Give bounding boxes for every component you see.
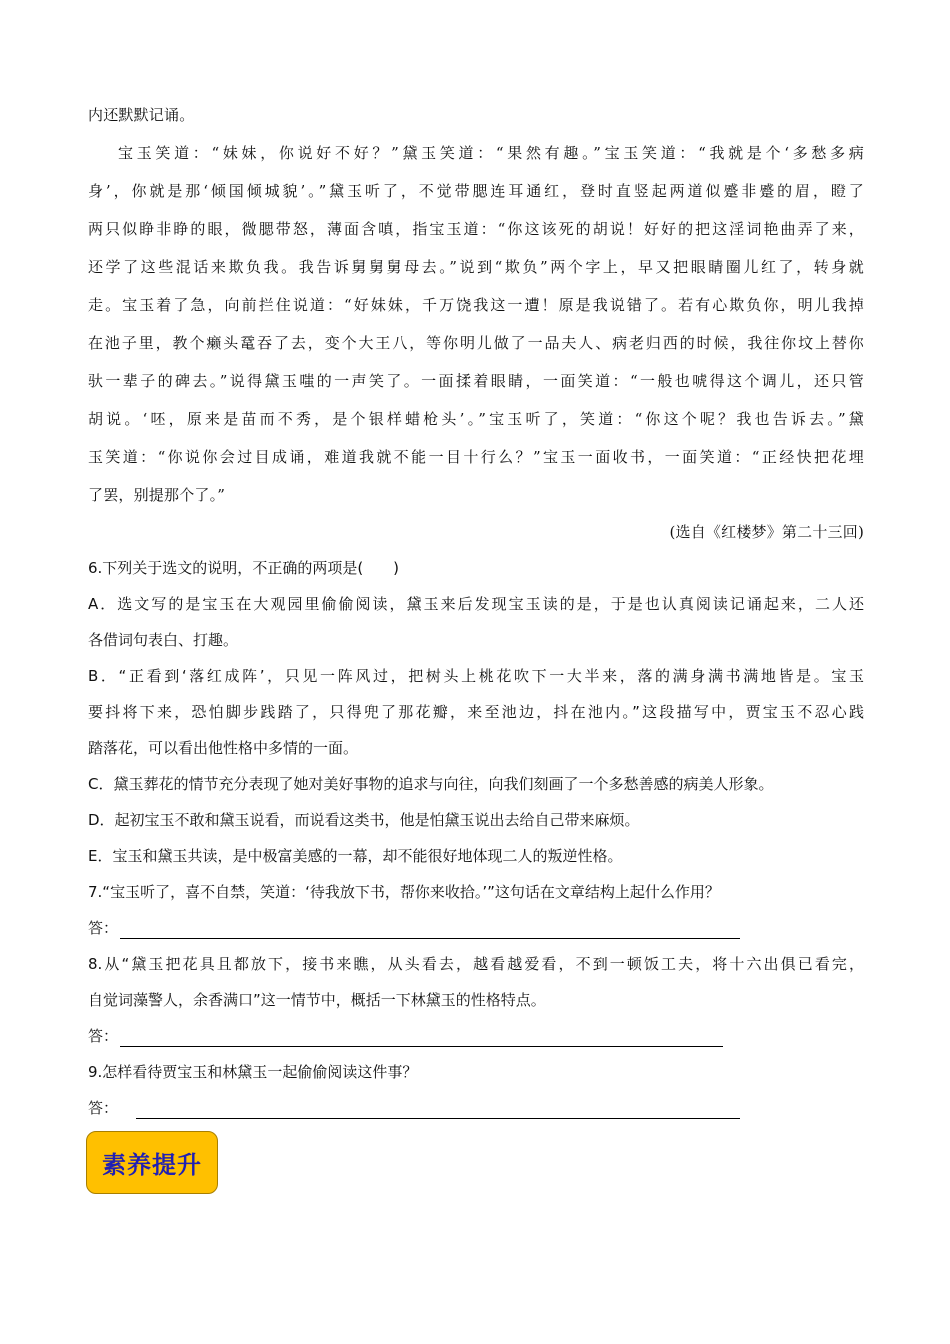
question-6-stem: 6.下列关于选文的说明，不正确的两项是( ) (88, 559, 400, 577)
question-9-answer-row (88, 1090, 864, 1126)
passage-line: 走。宝玉着了急，向前拦住说道：“好妹妹，千万饶我这一遭！原是我说错了。若有心欺负你，明儿我掉 (88, 296, 864, 314)
answer-label: 答： (88, 1027, 119, 1045)
passage-line: 两只似睁非睁的眼，微腮带怒，薄面含嗔，指宝玉道：“你这该死的胡说！好好的把这淫词艳曲弄了来， (88, 220, 864, 238)
passage-source: (选自《红楼梦》第二十三回) (669, 523, 864, 541)
section-badge-label: 素养提升 (102, 1151, 202, 1179)
passage-line: 胡说。‘呸，原来是苗而不秀，是个银样蜡枪头’。”宝玉听了，笑道：“你这个呢？我也告诉去。”黛 (88, 410, 864, 428)
question-9-stem: 9.怎样看待贾宝玉和林黛玉一起偷偷阅读这件事？ (88, 1063, 418, 1081)
passage-line: 驮一辈子的碑去。”说得黛玉嗤的一声笑了。一面揉着眼睛，一面笑道：“一般也唬得这个调儿，还只管 (88, 372, 864, 390)
question-6-option-d: D．起初宝玉不敢和黛玉说看，而说看这类书，他是怕黛玉说出去给自己带来麻烦。 (88, 811, 640, 829)
question-8-answer-row (88, 1018, 864, 1054)
question-6-option-c: C．黛玉葬花的情节充分表现了她对美好事物的追求与向往，向我们刻画了一个多愁善感的病美人形象。 (88, 775, 774, 793)
question-6-option-e: E．宝玉和黛玉共读，是中极富美感的一幕，却不能很好地体现二人的叛逆性格。 (88, 847, 623, 865)
question-6-option-a-cont: 各借词句表白、打趣。 (88, 631, 239, 649)
question-7-answer-row (88, 910, 864, 946)
passage-line: 玉笑道：“你说你会过目成诵，难道我就不能一目十行么？”宝玉一面收书，一面笑道：“正经快把花埋 (88, 448, 864, 466)
question-8-stem: 8.从“黛玉把花具且都放下，接书来瞧，从头看去，越看越爱看，不到一顿饭工夫，将十六出俱已看完， (88, 955, 864, 973)
question-7-answer-blank[interactable] (120, 938, 740, 939)
question-9-answer-blank[interactable] (136, 1118, 740, 1119)
question-7-stem: 7.“宝玉听了，喜不自禁，笑道：‘待我放下书，帮你来收拾。’”这句话在文章结构上起什么作用？ (88, 883, 720, 901)
question-6-option-b-cont: 踏落花，可以看出他性格中多情的一面。 (88, 739, 359, 757)
passage-line: 内还默默记诵。 (88, 106, 195, 124)
passage-line: 身’，你就是那‘倾国倾城貌’。”黛玉听了，不觉带腮连耳通红，登时直竖起两道似蹙非蹙的眉，瞪了 (88, 182, 864, 200)
question-8-stem-cont: 自觉词藻警人，余香满口”这一情节中，概括一下林黛玉的性格特点。 (88, 991, 546, 1009)
question-6-option-b-cont: 要抖将下来，恐怕脚步践踏了，只得兜了那花瓣，来至池边，抖在池内。”这段描写中，贾宝玉不忍心践 (88, 703, 864, 721)
question-6-option-b: B．“正看到‘落红成阵’，只见一阵风过，把树头上桃花吹下一大半来，落的满身满书满地皆是。宝玉 (88, 667, 864, 685)
answer-label: 答： (88, 919, 119, 937)
question-6-option-a: A．选文写的是宝玉在大观园里偷偷阅读，黛玉来后发现宝玉读的是，于是也认真阅读记诵起来，二人还 (88, 595, 864, 613)
section-badge (86, 1131, 218, 1194)
passage-line: 还学了这些混话来欺负我。我告诉舅舅舅母去。”说到“欺负”两个字上，早又把眼睛圈儿红了，转身就 (88, 258, 864, 276)
passage-line: 了罢，别提那个了。” (88, 486, 226, 504)
document-page (88, 96, 864, 1126)
passage-line: 宝玉笑道：“妹妹，你说好不好？”黛玉笑道：“果然有趣。”宝玉笑道：“我就是个‘多愁多病 (118, 144, 864, 162)
answer-label: 答： (88, 1099, 119, 1117)
passage-line: 在池子里，教个癞头鼋吞了去，变个大王八，等你明儿做了一品夫人、病老归西的时候，我往你坟上替你 (88, 334, 864, 352)
question-8-answer-blank[interactable] (120, 1046, 723, 1047)
